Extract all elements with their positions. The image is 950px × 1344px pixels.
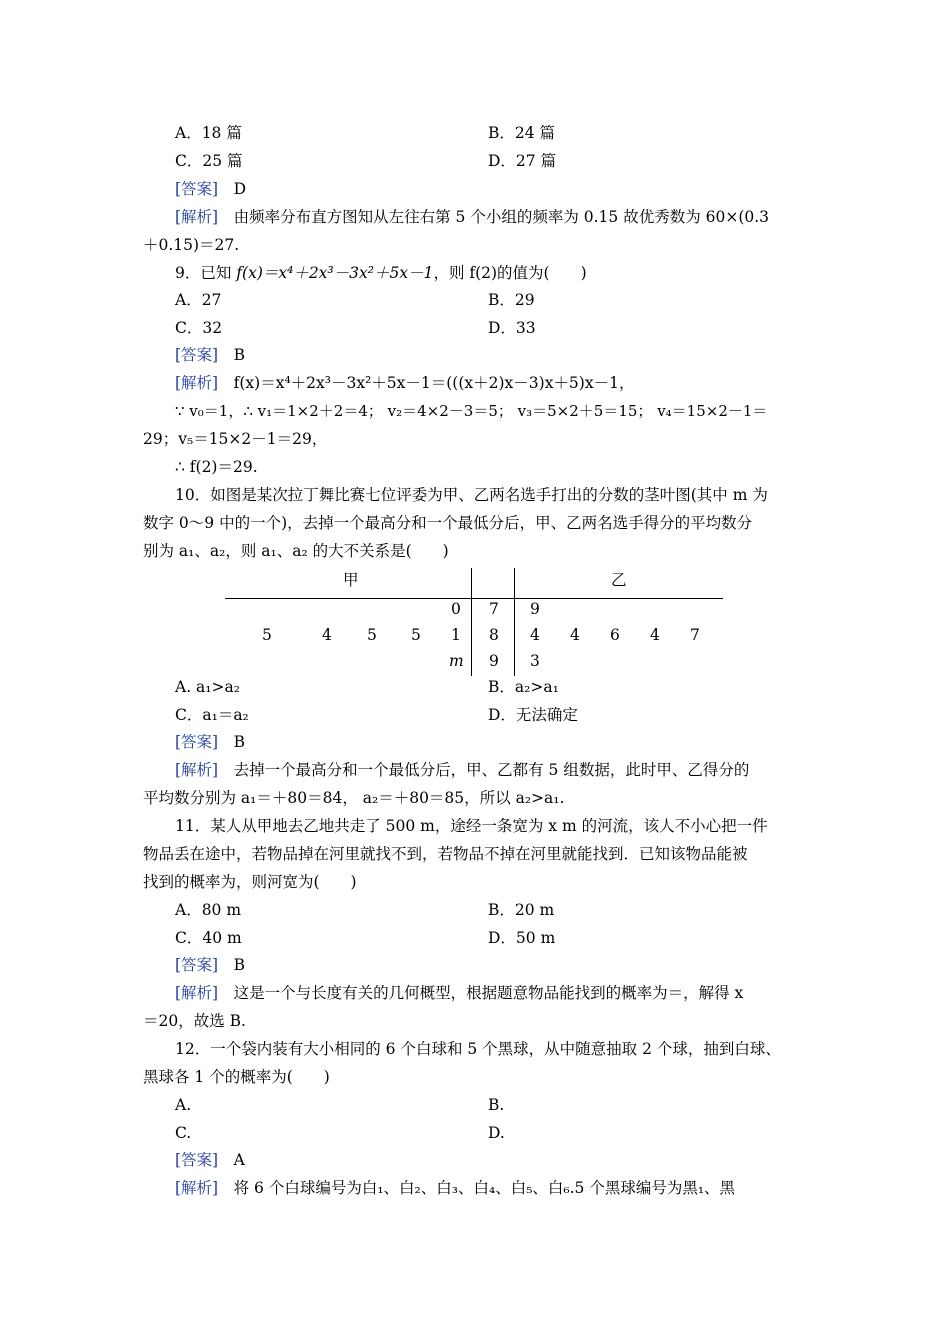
q11-stem-line-1: 11．某人从甲地去乙地共走了 500 m，途经一条宽为 x m 的河流，该人不小心把一件 (175, 817, 768, 835)
row2-right-leaf: 6 (610, 626, 620, 644)
q11-explanation-line-2: ＝20，故选 B. (143, 1012, 246, 1030)
answer-value: D (233, 180, 247, 198)
q12-stem-line-2: 黑球各 1 个的概率为( ) (143, 1068, 330, 1086)
answer-tag: [答案] (175, 733, 219, 751)
row1-stem: 7 (489, 600, 499, 618)
explanation-tag: [解析] (175, 1179, 219, 1197)
q12-stem-line-1: 12．一个袋内装有大小相同的 6 个白球和 5 个黑球，从中随意抽取 2 个球，抽到白球、 (175, 1040, 781, 1058)
q10-answer (175, 732, 245, 752)
q12-option-b: B. (488, 1096, 505, 1114)
row2-stem: 8 (489, 626, 499, 644)
q9-option-c: C．32 (175, 319, 223, 337)
q8-option-a: A．18 篇 (175, 124, 242, 142)
row2-right-leaf: 4 (570, 626, 580, 644)
q9-function: f(x)＝x⁴＋2x³－3x²＋5x－1 (236, 264, 434, 282)
row3-stem: 9 (489, 652, 499, 670)
q8-explanation-line-1 (175, 207, 769, 227)
q11-option-a: A．80 m (175, 901, 242, 919)
q11-option-b: B．20 m (488, 901, 555, 919)
row3-left-leaf: m (449, 652, 464, 670)
q11-option-c: C．40 m (175, 929, 242, 947)
explanation-text: 去掉一个最高分和一个最低分后，甲、乙都有 5 组数据，此时甲、乙得分的 (233, 761, 750, 779)
q8-option-b: B．24 篇 (488, 124, 556, 142)
row2-right-leaf: 4 (650, 626, 660, 644)
q9-explanation-line-1 (175, 373, 634, 393)
q8-option-d: D．27 篇 (488, 152, 557, 170)
q12-option-a: A. (175, 1096, 192, 1114)
explanation-text: 这是一个与长度有关的几何概型，根据题意物品能找到的概率为＝，解得 x (233, 984, 744, 1002)
q12-option-d: D. (488, 1124, 505, 1142)
q11-answer (175, 955, 245, 975)
row2-left-leaf: 5 (262, 626, 272, 644)
table-head-left: 甲 (343, 571, 359, 589)
answer-value: A (233, 1151, 245, 1169)
explanation-tag: [解析] (175, 208, 219, 226)
explanation-tag: [解析] (175, 761, 219, 779)
q12-option-c: C. (175, 1124, 192, 1142)
row2-left-leaf: 1 (451, 626, 461, 644)
q10-stem-line-2: 数字 0～9 中的一个)，去掉一个最高分和一个最低分后，甲、乙两名选手得分的平均数分 (143, 514, 753, 532)
row1-right-leaf: 9 (530, 600, 540, 618)
q11-explanation-line-1 (175, 983, 743, 1003)
answer-tag: [答案] (175, 1151, 219, 1169)
row2-right-leaf: 7 (690, 626, 700, 644)
table-divider-right (514, 568, 515, 676)
row1-left-leaf: 0 (451, 600, 461, 618)
table-divider-left (471, 568, 472, 676)
q9-answer (175, 345, 245, 365)
q10-option-b: B．a₂>a₁ (488, 678, 559, 696)
explanation-text: 将 6 个白球编号为白₁、白₂、白₃、白₄、白₅、白₆.5 个黑球编号为黑₁、黑 (233, 1179, 736, 1197)
row2-left-leaf: 4 (322, 626, 332, 644)
answer-tag: [答案] (175, 180, 219, 198)
q9-option-d: D．33 (488, 319, 536, 337)
answer-tag: [答案] (175, 956, 219, 974)
answer-value: B (233, 733, 246, 751)
explanation-tag: [解析] (175, 984, 219, 1002)
q11-option-d: D．50 m (488, 929, 556, 947)
explanation-tag: [解析] (175, 374, 219, 392)
q8-answer (175, 179, 246, 199)
q9-option-b: B．29 (488, 291, 535, 309)
explanation-text: 由频率分布直方图知从左往右第 5 个小组的频率为 0.15 故优秀数为 60×(0.3 (233, 208, 770, 226)
stem-leaf-table (225, 568, 725, 680)
answer-value: B (233, 346, 246, 364)
answer-tag: [答案] (175, 346, 219, 364)
q10-option-d: D．无法确定 (488, 706, 578, 724)
q9-stem-suffix: ，则 f(2)的值为( ) (433, 264, 587, 282)
q12-answer (175, 1150, 245, 1170)
table-header-rule (225, 598, 723, 599)
q9-explanation-line-3: 29；v₅＝15×2－1＝29， (143, 430, 328, 448)
q9-explanation-line-2: ∵ v₀＝1，∴ v₁＝1×2＋2＝4； v₂＝4×2－3＝5； v₃＝5×2＋5＝15； v₄＝15×2－1＝ (175, 402, 768, 420)
q10-stem-line-1: 10．如图是某次拉丁舞比赛七位评委为甲、乙两名选手打出的分数的茎叶图(其中 m 为 (175, 486, 768, 504)
q9-stem (175, 263, 587, 283)
q10-stem-line-3: 别为 a₁、a₂，则 a₁、a₂ 的大不关系是( ) (143, 542, 449, 560)
q12-explanation-line-1 (175, 1178, 735, 1198)
q10-explanation-line-2: 平均数分别为 a₁＝＋80＝84， a₂＝＋80＝85，所以 a₂>a₁. (143, 789, 565, 807)
q10-option-c: C．a₁＝a₂ (175, 706, 249, 724)
table-head-right: 乙 (611, 571, 627, 589)
q9-option-a: A．27 (175, 291, 222, 309)
explanation-text: f(x)＝x⁴＋2x³－3x²＋5x－1＝(((x＋2)x－3)x＋5)x－1， (233, 374, 635, 392)
q9-explanation-line-4: ∴ f(2)＝29. (175, 458, 258, 476)
q11-stem-line-3: 找到的概率为，则河宽为( ) (143, 873, 357, 891)
row2-right-leaf: 4 (530, 626, 540, 644)
row3-right-leaf: 3 (530, 652, 540, 670)
q8-explanation-line-2: ＋0.15)＝27. (143, 236, 240, 254)
q8-option-c: C．25 篇 (175, 152, 243, 170)
row2-left-leaf: 5 (411, 626, 421, 644)
row2-left-leaf: 5 (367, 626, 377, 644)
q10-option-a: A. a₁>a₂ (175, 678, 240, 696)
q9-stem-prefix: 9．已知 (175, 264, 237, 282)
q10-explanation-line-1 (175, 760, 749, 780)
answer-value: B (233, 956, 246, 974)
q11-stem-line-2: 物品丢在途中，若物品掉在河里就找不到，若物品不掉在河里就能找到．已知该物品能被 (143, 845, 748, 863)
